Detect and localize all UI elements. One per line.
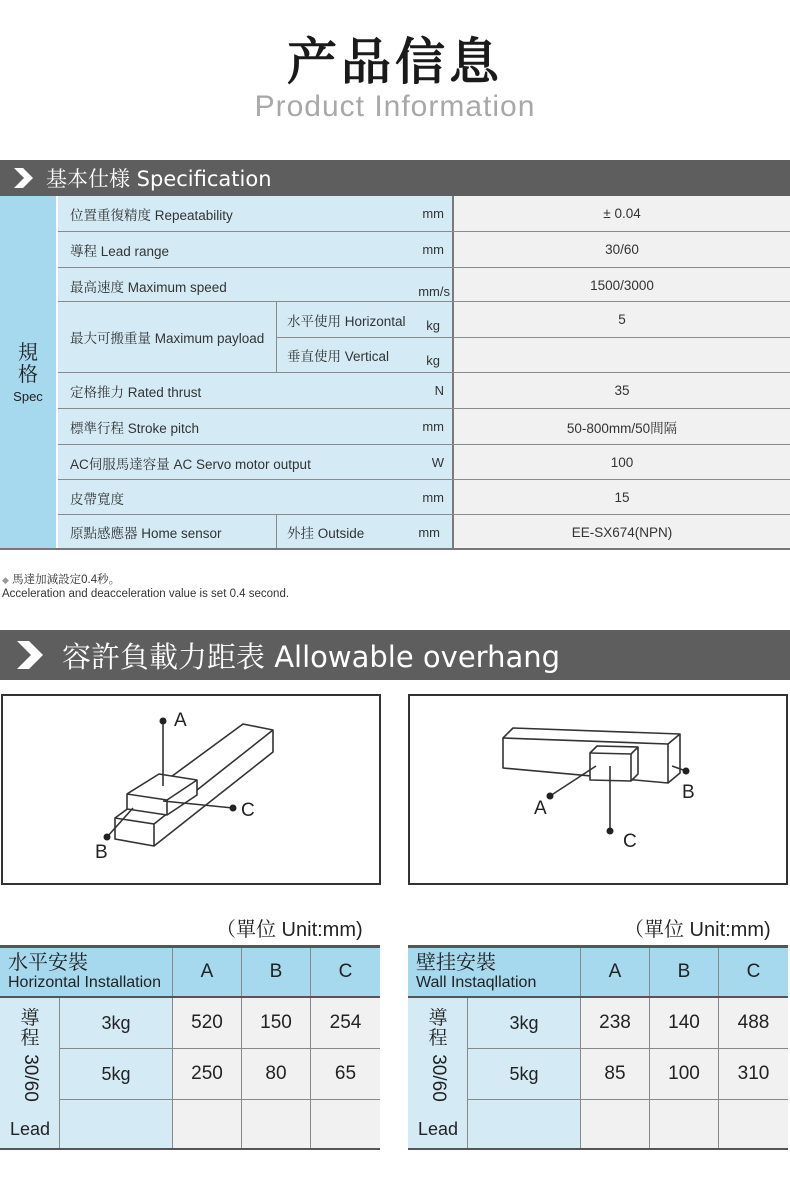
page-subtitle: Product Information (254, 90, 536, 123)
lead-label-num: 30/60 (427, 1054, 449, 1102)
overhang-section-header (0, 630, 790, 680)
table-row (58, 232, 790, 267)
value-c (719, 1100, 788, 1148)
column-header-b: B (650, 948, 719, 996)
table-title-cn: 水平安裝 (8, 950, 88, 974)
spec-unit: mm (422, 490, 444, 505)
table-row (58, 409, 790, 444)
spec-name: 位置重復精度 Repeatability (58, 196, 452, 231)
chevron-right-icon (12, 167, 34, 189)
value-b (242, 1100, 311, 1148)
table-row (58, 302, 790, 372)
value-c: 310 (719, 1049, 788, 1099)
spec-subname: 水平使用 Horizontal (276, 302, 452, 337)
spec-unit: mm (422, 242, 444, 257)
value-a: 238 (581, 998, 650, 1048)
spec-unit: mm (422, 206, 444, 221)
value-c (311, 1100, 380, 1148)
footnote (2, 573, 289, 601)
table-row (58, 445, 790, 480)
table-title-en: Wall Instaqllation (416, 974, 537, 991)
table-row (58, 196, 790, 231)
spec-value: 35 (452, 373, 790, 408)
table-row (468, 1100, 788, 1148)
footnote-en: Acceleration and deacceleration value is set 0.4 second. (2, 588, 290, 600)
load-cell (468, 1100, 581, 1148)
horizontal-diagram (1, 694, 381, 885)
wall-overhang-table (408, 945, 788, 1150)
spec-name: 標準行程 Stroke pitch (58, 409, 452, 444)
spec-value: 1500/3000 (452, 268, 790, 303)
wall-slide-illustration (410, 696, 786, 883)
value-b (650, 1100, 719, 1148)
spec-unit: mm/s (418, 284, 450, 299)
diagram-label-c: C (623, 831, 637, 852)
unit-note: （單位 Unit:mm) (624, 919, 771, 941)
page-title: 产品信息 (287, 33, 503, 91)
spec-side-label (0, 196, 58, 548)
table-row (58, 515, 790, 549)
table-row (60, 998, 380, 1048)
value-b: 140 (650, 998, 719, 1048)
table-title-cn: 壁挂安裝 (416, 950, 496, 974)
table-title (408, 948, 581, 996)
spec-unit: mm (422, 419, 444, 434)
value-a (173, 1100, 242, 1148)
footnote-cn: 馬達加減設定0.4秒。 (12, 574, 121, 586)
load-cell: 3kg (60, 998, 173, 1048)
chevron-right-icon (14, 640, 44, 670)
table-row (58, 373, 790, 408)
table-title (0, 948, 173, 996)
spec-subname: 外挂 Outside (276, 515, 452, 549)
spec-name: 導程 Lead range (58, 232, 452, 267)
lead-label-cn: 導程 (428, 1007, 448, 1049)
load-cell: 5kg (468, 1049, 581, 1099)
diagram-label-b: B (682, 782, 695, 803)
lead-label (408, 998, 468, 1148)
spec-unit: kg (426, 353, 440, 368)
table-header (408, 945, 788, 998)
spec-section-title: 基本仕様 Specification (46, 167, 272, 191)
column-header-c: C (746, 961, 761, 982)
diagram-label-a: A (534, 798, 547, 819)
spec-subname: 垂直使用 Vertical (276, 337, 452, 372)
horizontal-overhang-table (0, 945, 380, 1150)
table-row (60, 1100, 380, 1148)
spec-value: ± 0.04 (452, 196, 790, 231)
lead-label-en: Lead (417, 1119, 459, 1139)
spec-unit: W (431, 455, 444, 470)
spec-name: AC伺服馬達容量 AC Servo motor output (58, 445, 452, 480)
table-row (468, 998, 788, 1048)
spec-section-header (0, 160, 790, 196)
spec-side-label-cn: 規格 (18, 339, 38, 386)
table-row (58, 480, 790, 515)
spec-value: 100 (452, 445, 790, 480)
lead-label-cn: 導程 (20, 1007, 40, 1049)
diagram-label-c: C (241, 800, 255, 821)
table-body (0, 998, 380, 1150)
diagram-label-a: A (174, 710, 187, 731)
spec-value: 15 (452, 480, 790, 515)
wall-diagram (408, 694, 788, 885)
spec-side-label-en: Spec (13, 388, 43, 404)
table-row (468, 1049, 788, 1099)
spec-unit: kg (426, 318, 440, 333)
spec-value (452, 337, 790, 372)
value-b: 80 (242, 1049, 311, 1099)
table-body (408, 998, 788, 1150)
value-a (581, 1100, 650, 1148)
value-a: 520 (173, 998, 242, 1048)
spec-value: 5 (452, 302, 790, 337)
column-header-b: B (242, 948, 311, 996)
spec-value: EE-SX674(NPN) (452, 515, 790, 549)
value-c: 254 (311, 998, 380, 1048)
spec-name: 最高速度 Maximum speed (58, 268, 452, 303)
spec-name: 皮帶寬度 (58, 480, 452, 515)
spec-value: 50-800mm/50間隔 (452, 409, 790, 444)
load-cell (60, 1100, 173, 1148)
unit-note: （單位 Unit:mm) (216, 919, 363, 941)
column-header-a: A (581, 948, 650, 996)
lead-label (0, 998, 60, 1148)
value-b: 100 (650, 1049, 719, 1099)
table-title-en: Horizontal Installation (8, 974, 161, 991)
lead-label-num: 30/60 (19, 1054, 41, 1102)
bullet-icon: ◆ (2, 575, 9, 585)
load-cell: 3kg (468, 998, 581, 1048)
column-header-c: C (338, 961, 353, 982)
column-header-a: A (173, 948, 242, 996)
spec-name: 最大可搬重量 Maximum payload (58, 302, 276, 372)
spec-unit: N (434, 383, 444, 398)
load-cell: 5kg (60, 1049, 173, 1099)
diagram-label-b: B (95, 842, 108, 863)
horizontal-slide-illustration (3, 696, 379, 883)
lead-label-en: Lead (9, 1119, 51, 1139)
table-row (60, 1049, 380, 1099)
table-row (58, 268, 790, 303)
value-a: 85 (581, 1049, 650, 1099)
spec-table (0, 196, 790, 550)
spec-value: 30/60 (452, 232, 790, 267)
value-b: 150 (242, 998, 311, 1048)
table-header (0, 945, 380, 998)
spec-unit: mm (418, 524, 440, 540)
value-c: 65 (311, 1049, 380, 1099)
overhang-section-title: 容許負載力距表 Allowable overhang (62, 639, 561, 674)
value-a: 250 (173, 1049, 242, 1099)
spec-name: 原點感應器 Home sensor (58, 515, 276, 549)
value-c: 488 (719, 998, 788, 1048)
spec-name: 定格推力 Rated thrust (58, 373, 452, 408)
